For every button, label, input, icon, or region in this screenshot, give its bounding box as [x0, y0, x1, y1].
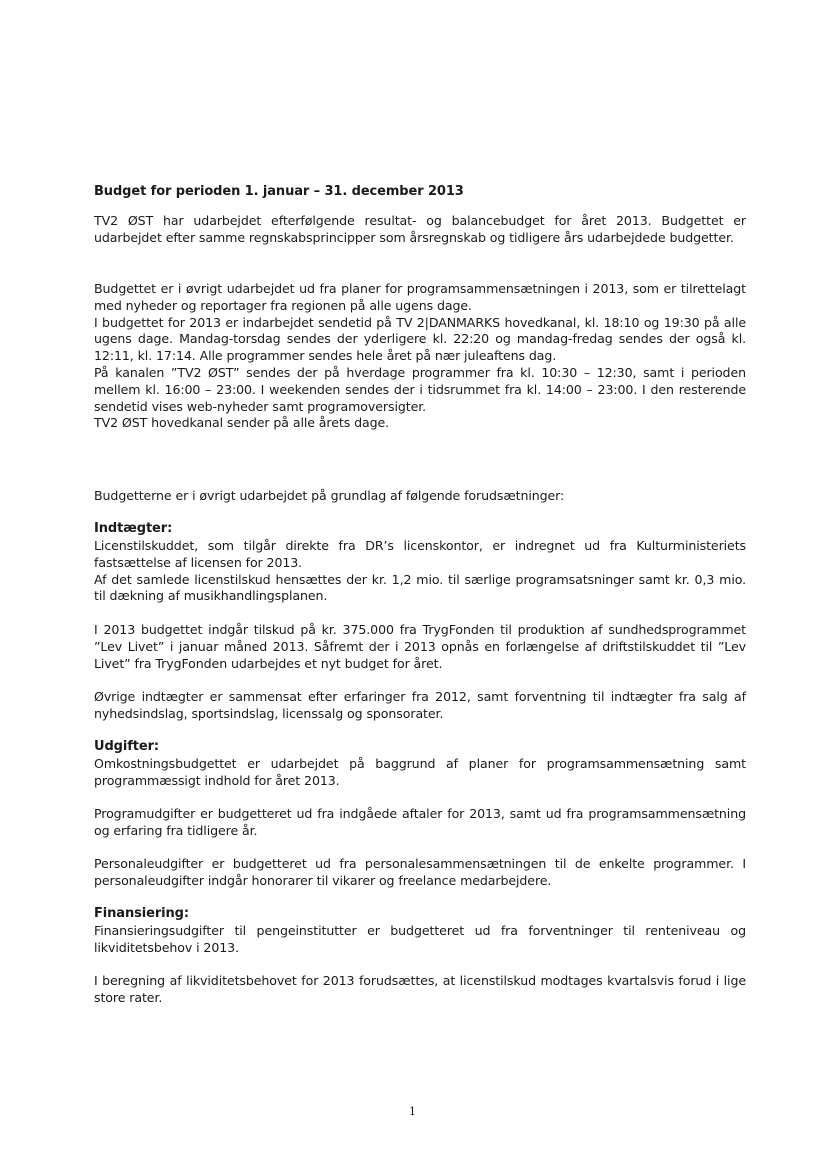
intro-paragraph: TV2 ØST har udarbejdet efterfølgende resultat- og balancebudget for året 2013. Budgettet er udarbejdet efter samme regnskabsprincipper som årsregnskab og tidligere års udarbejdede budgetter. [94, 213, 746, 245]
page-title: Budget for perioden 1. januar – 31. december 2013 [94, 184, 464, 199]
financing-paragraph: Finansieringsudgifter til pengeinstitutter er budgetteret ud fra forventninger til renteniveau og likviditetsbehov i 2013. [94, 923, 746, 955]
income-line: Af det samlede licenstilskud hensættes der kr. 1,2 mio. til særlige programsatsninger samt kr. 0,3 mio. til dækning af musikhandlingsplanen. [94, 571, 746, 604]
income-paragraph [94, 538, 746, 605]
income-heading: Indtægter: [94, 521, 173, 536]
expenses-heading: Udgifter: [94, 739, 160, 754]
programming-line: Budgettet er i øvrigt udarbejdet ud fra planer for programsammensætningen i 2013, som er tilrettelagt med nyheder og reportager fra regionen på alle ugens dage. [94, 281, 746, 313]
programming-paragraph [94, 281, 746, 432]
programming-line: I budgettet for 2013 er indarbejdet sendetid på TV 2|DANMARKS hovedkanal, kl. 18:10 og 19:30 på alle ugens dage. Mandag-torsdag sendes der yderligere kl. 22:20 og mandag-fredag sendes der også kl. 12:11, kl. 17:14. Alle programmer sendes hele året på nær juleaftens dag. [94, 314, 746, 364]
programming-line: På kanalen ”TV2 ØST” sendes der på hverdage programmer fra kl. 10:30 – 12:30, samt i perioden mellem kl. 16:00 – 23:00. I weekenden sendes der i tidsrummet fra kl. 14:00 – 23:00. I den resterende sendetid vises web-nyheder samt programoversigter. [94, 364, 746, 414]
financing-heading: Finansiering: [94, 906, 189, 921]
expenses-paragraph: Omkostningsbudgettet er udarbejdet på baggrund af planer for programsammensætning samt programmæssigt indhold for året 2013. [94, 756, 746, 788]
income-line: Licenstilskuddet, som tilgår direkte fra DR’s licenskontor, er indregnet ud fra Kulturministeriets fastsættelse af licensen for 2013. [94, 538, 746, 570]
income-other-paragraph: Øvrige indtægter er sammensat efter erfaringer fra 2012, samt forventning til indtægter fra salg af nyhedsindslag, sportsindslag, licenssalg og sponsorater. [94, 689, 746, 721]
program-expenses-paragraph: Programudgifter er budgetteret ud fra indgåede aftaler for 2013, samt ud fra programsammensætning og erfaring fra tidligere år. [94, 806, 746, 838]
programming-line: TV2 ØST hovedkanal sender på alle årets dage. [94, 415, 390, 431]
income-trygfonden-paragraph: I 2013 budgettet indgår tilskud på kr. 375.000 fra TrygFonden til produktion af sundhedsprogrammet ”Lev Livet” i januar måned 2013. Såfremt der i 2013 opnås en forlængelse af driftstilskuddet til ”Lev Livet” fra TrygFonden udarbejdes et nyt budget for året. [94, 622, 746, 671]
staff-expenses-paragraph: Personaleudgifter er budgetteret ud fra personalesammensætningen til de enkelte programmer. I personaleudgifter indgår honorarer til vikarer og freelance medarbejdere. [94, 856, 746, 888]
liquidity-paragraph: I beregning af likviditetsbehovet for 2013 forudsættes, at licenstilskud modtages kvartalsvis forud i lige store rater. [94, 973, 746, 1005]
assumptions-intro: Budgetterne er i øvrigt udarbejdet på grundlag af følgende forudsætninger: [94, 488, 565, 503]
page-number: 1 [409, 1105, 416, 1118]
